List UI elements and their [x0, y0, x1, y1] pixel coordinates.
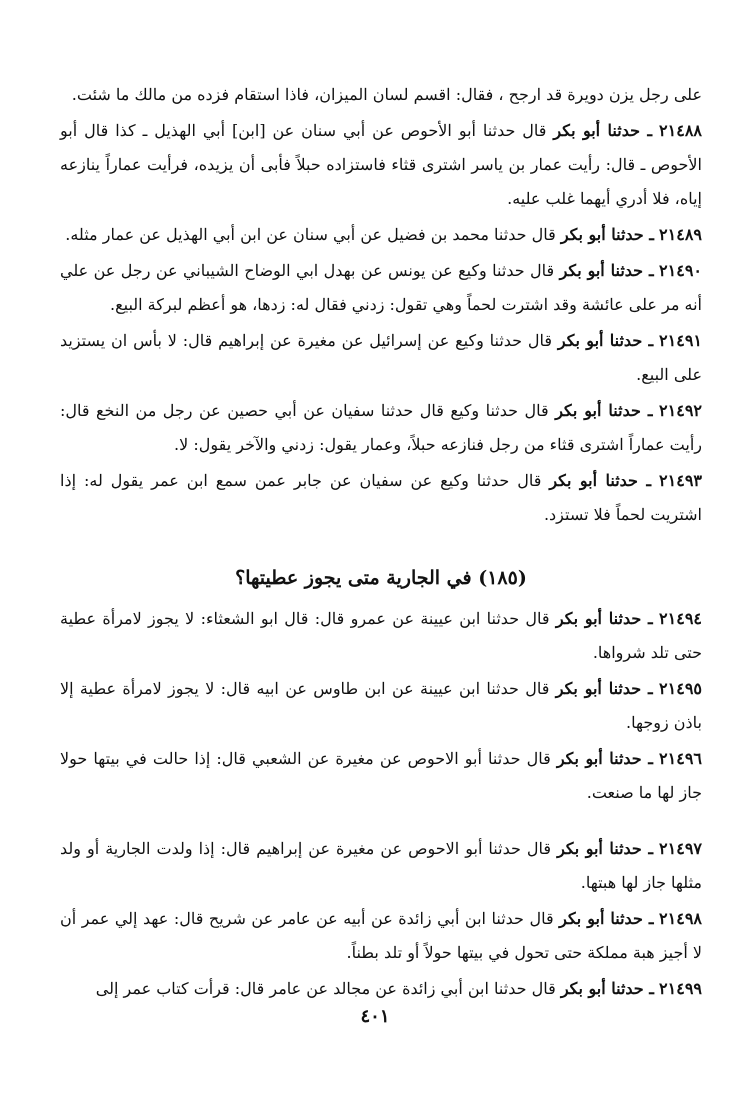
hadith-text: قال حدثنا ابن أبي زائدة عن أبيه عن عامر عن شريح قال: عهد إلي عمر أن لا أجيز هبة مملكة حتى تحول في بيتها حولاً أو تلد بطناً. — [60, 909, 702, 962]
hadith-lead: ـ حدثنا أبو بكر — [557, 331, 654, 350]
chapter-heading: (١٨٥) في الجارية متى يجوز عطيتها؟ — [235, 567, 527, 589]
hadith-lead: ـ حدثنا أبو بكر — [555, 679, 653, 698]
hadith-21488 — [60, 114, 702, 216]
hadith-text: قال حدثنا أبو الاحوص عن مغيرة عن إبراهيم قال: إذا ولدت الجارية أو ولد مثلها جاز لها هبتها. — [60, 839, 702, 892]
hadith-lead: ـ حدثنا أبو بكر — [560, 979, 654, 998]
hadith-21497 — [60, 832, 702, 900]
hadith-21491 — [60, 324, 702, 392]
hadith-text: قال حدثنا وكيع عن يونس عن بهدل ابي الوضاح الشيباني عن رجل عن علي أنه مر على عائشة وقد اشترت لحماً وهي تقول: زدني فقال له: زدها، هو أعظم لبركة البيع. — [60, 261, 702, 314]
hadith-text: قال حدثنا أبو الاحوص عن مغيرة عن الشعبي قال: إذا حالت في بيتها حولا جاز لها ما صنعت. — [60, 749, 702, 802]
hadith-number: ٢١٤٨٩ — [659, 225, 702, 244]
hadith-number: ٢١٤٩٢ — [659, 401, 703, 420]
hadith-text: قال حدثنا وكيع قال حدثنا سفيان عن أبي حصين عن رجل من النخع قال: رأيت عماراً اشترى قثاء من رجل فنازعه حبلاً، وعمار يقول: زدني والآخر يقول: لا. — [60, 401, 702, 454]
hadith-number: ٢١٤٩٥ — [659, 679, 703, 698]
hadith-number: ٢١٤٩١ — [659, 331, 703, 350]
continued-paragraph — [60, 78, 702, 112]
hadith-21498 — [60, 902, 702, 970]
hadith-text: قال حدثنا محمد بن فضيل عن أبي سنان عن ابن أبي الهذيل عن عمار مثله. — [65, 225, 556, 244]
hadith-lead: ـ حدثنا أبو بكر — [555, 609, 653, 628]
hadith-lead: ـ حدثنا أبو بكر — [559, 909, 654, 928]
hadith-21496 — [60, 742, 702, 810]
hadith-text: قال حدثنا ابن عيينة عن ابن طاوس عن ابيه قال: لا يجوز لامرأة عطية إلا باذن زوجها. — [60, 679, 702, 732]
hadith-number: ٢١٤٩٩ — [659, 979, 702, 998]
hadith-number: ٢١٤٩٨ — [659, 909, 703, 928]
hadith-text: قال حدثنا ابن عيينة عن عمرو قال: قال ابو الشعثاء: لا يجوز لامرأة عطية حتى تلد شرواها. — [60, 609, 702, 662]
hadith-lead: ـ حدثنا أبو بكر — [549, 471, 652, 490]
hadith-21489 — [60, 218, 702, 252]
hadith-21493 — [60, 464, 702, 532]
hadith-lead: ـ حدثنا أبو بكر — [553, 121, 653, 140]
hadith-number: ٢١٤٩٣ — [659, 471, 703, 490]
hadith-21499 — [60, 972, 702, 1006]
hadith-text: قال حدثنا أبو الأحوص عن أبي سنان عن [ابن] أبي الهذيل ـ كذا قال أبو الأحوص ـ قال: رأيت عمار بن ياسر اشترى قثاء فاستزاده حبلاً فأبى أن يزيده، فرأيت عماراً ينازعه إياه، فلا أدري أيهما غلب عليه. — [60, 121, 702, 208]
hadith-number: ٢١٤٩٤ — [659, 609, 703, 628]
hadith-21492 — [60, 394, 702, 462]
paragraph-text: على رجل يزن دويرة قد ارجح ، فقال: اقسم لسان الميزان، فاذا استقام فزده من مالك ما شئت. — [71, 85, 702, 104]
page-number: ٤٠١ — [360, 1006, 390, 1027]
hadith-number: ٢١٤٩٧ — [659, 839, 703, 858]
hadith-lead: ـ حدثنا أبو بكر — [557, 839, 654, 858]
hadith-21494 — [60, 602, 702, 670]
hadith-lead: ـ حدثنا أبو بكر — [559, 261, 654, 280]
hadith-lead: ـ حدثنا أبو بكر — [555, 401, 653, 420]
hadith-text: قال حدثنا ابن أبي زائدة عن مجالد عن عامر قال: قرأت كتاب عمر إلى — [95, 979, 556, 998]
hadith-number: ٢١٤٨٨ — [659, 121, 703, 140]
hadith-21490 — [60, 254, 702, 322]
hadith-text: قال حدثنا وكيع عن سفيان عن جابر عمن سمع ابن عمر يقول له: إذا اشتريت لحماً فلا تستزد. — [60, 471, 702, 524]
hadith-lead: ـ حدثنا أبو بكر — [560, 225, 654, 244]
page-body — [60, 78, 702, 1008]
hadith-number: ٢١٤٩٠ — [659, 261, 703, 280]
hadith-lead: ـ حدثنا أبو بكر — [556, 749, 653, 768]
hadith-text: قال حدثنا وكيع عن إسرائيل عن مغيرة عن إبراهيم قال: لا بأس ان يستزيد على البيع. — [60, 331, 702, 384]
hadith-number: ٢١٤٩٦ — [659, 749, 703, 768]
hadith-21495 — [60, 672, 702, 740]
